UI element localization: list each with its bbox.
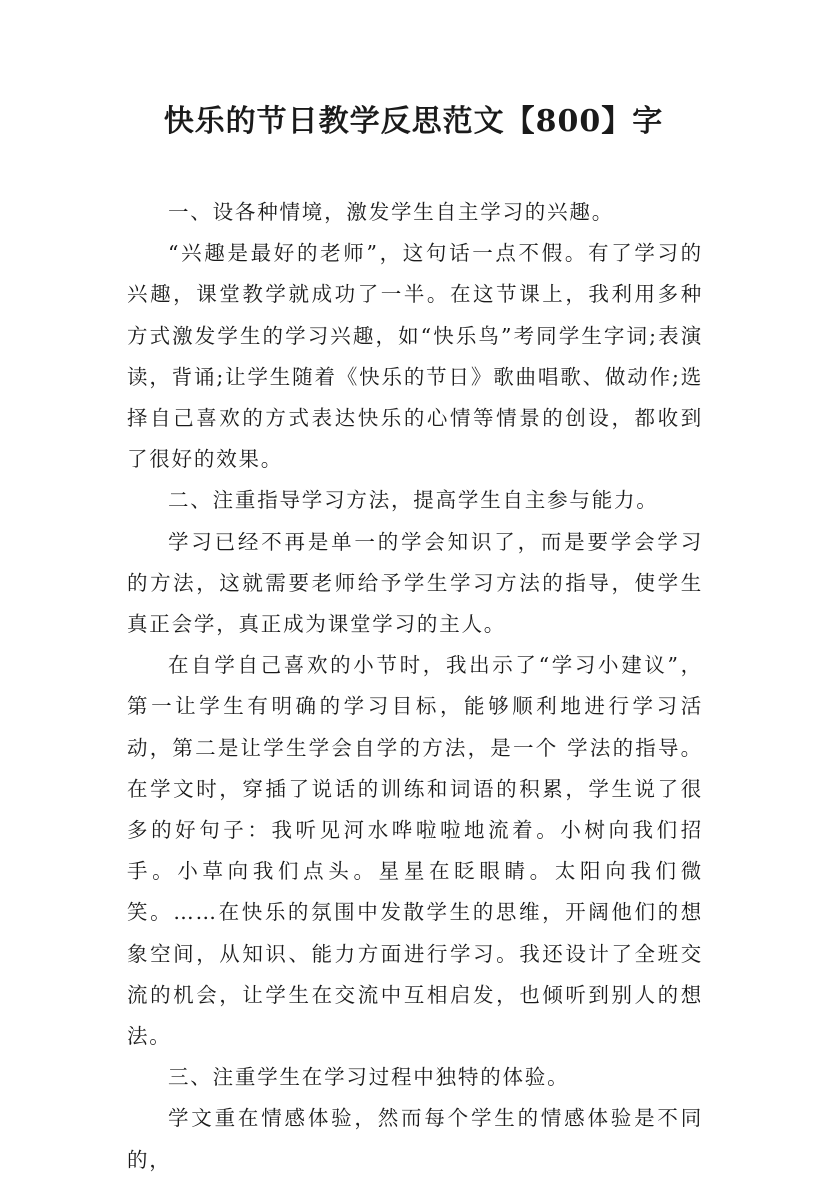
paragraph: 学文重在情感体验，然而每个学生的情感体验是不同的，: [127, 1106, 703, 1172]
section-heading-3: 三、注重学生在学习过程中独特的体验。: [168, 1065, 570, 1090]
paragraph: “兴趣是最好的老师”，这句话一点不假。有了学习的兴趣，课堂教学就成功了一半。在这节课上，我利用多种方式激发学生的学习兴趣，如“快乐鸟”考同学生字词;表演读，背诵;让学生随着《快乐的节日》歌曲唱歌、做动作;选择自己喜欢的方式表达快乐的心情等情景的创设，都收到了很好的效果。: [127, 241, 703, 472]
document-body: [127, 192, 703, 1181]
document-title: 快乐的节日教学反思范文【800】字: [163, 104, 664, 139]
section-heading-2: 二、注重指导学习方法，提高学生自主参与能力。: [168, 488, 659, 513]
section-heading-1: 一、设各种情境，激发学生自主学习的兴趣。: [168, 200, 614, 224]
paragraph: 学习已经不再是单一的学会知识了，而是要学会学习的方法，这就需要老师给予学生学习方法的指导，使学生真正会学，真正成为课堂学习的主人。: [127, 529, 703, 637]
paragraph: 在自学自己喜欢的小节时，我出示了“学习小建议”，第一让学生有明确的学习目标，能够顺利地进行学习活动，第二是让学生学会自学的方法，是一个 学法的指导。在学文时，穿插了说话的训练和词语的积累，学生说了很多的好句子：我听见河水哗啦啦地流着。小树向我们招手。小草向我们点头。星星在眨眼睛。太阳向我们微笑。……在快乐的氛围中发散学生的思维，开阔他们的想象空间，从知识、能力方面进行学习。我还设计了全班交流的机会，让学生在交流中互相启发，也倾听到别人的想法。: [127, 653, 703, 1049]
